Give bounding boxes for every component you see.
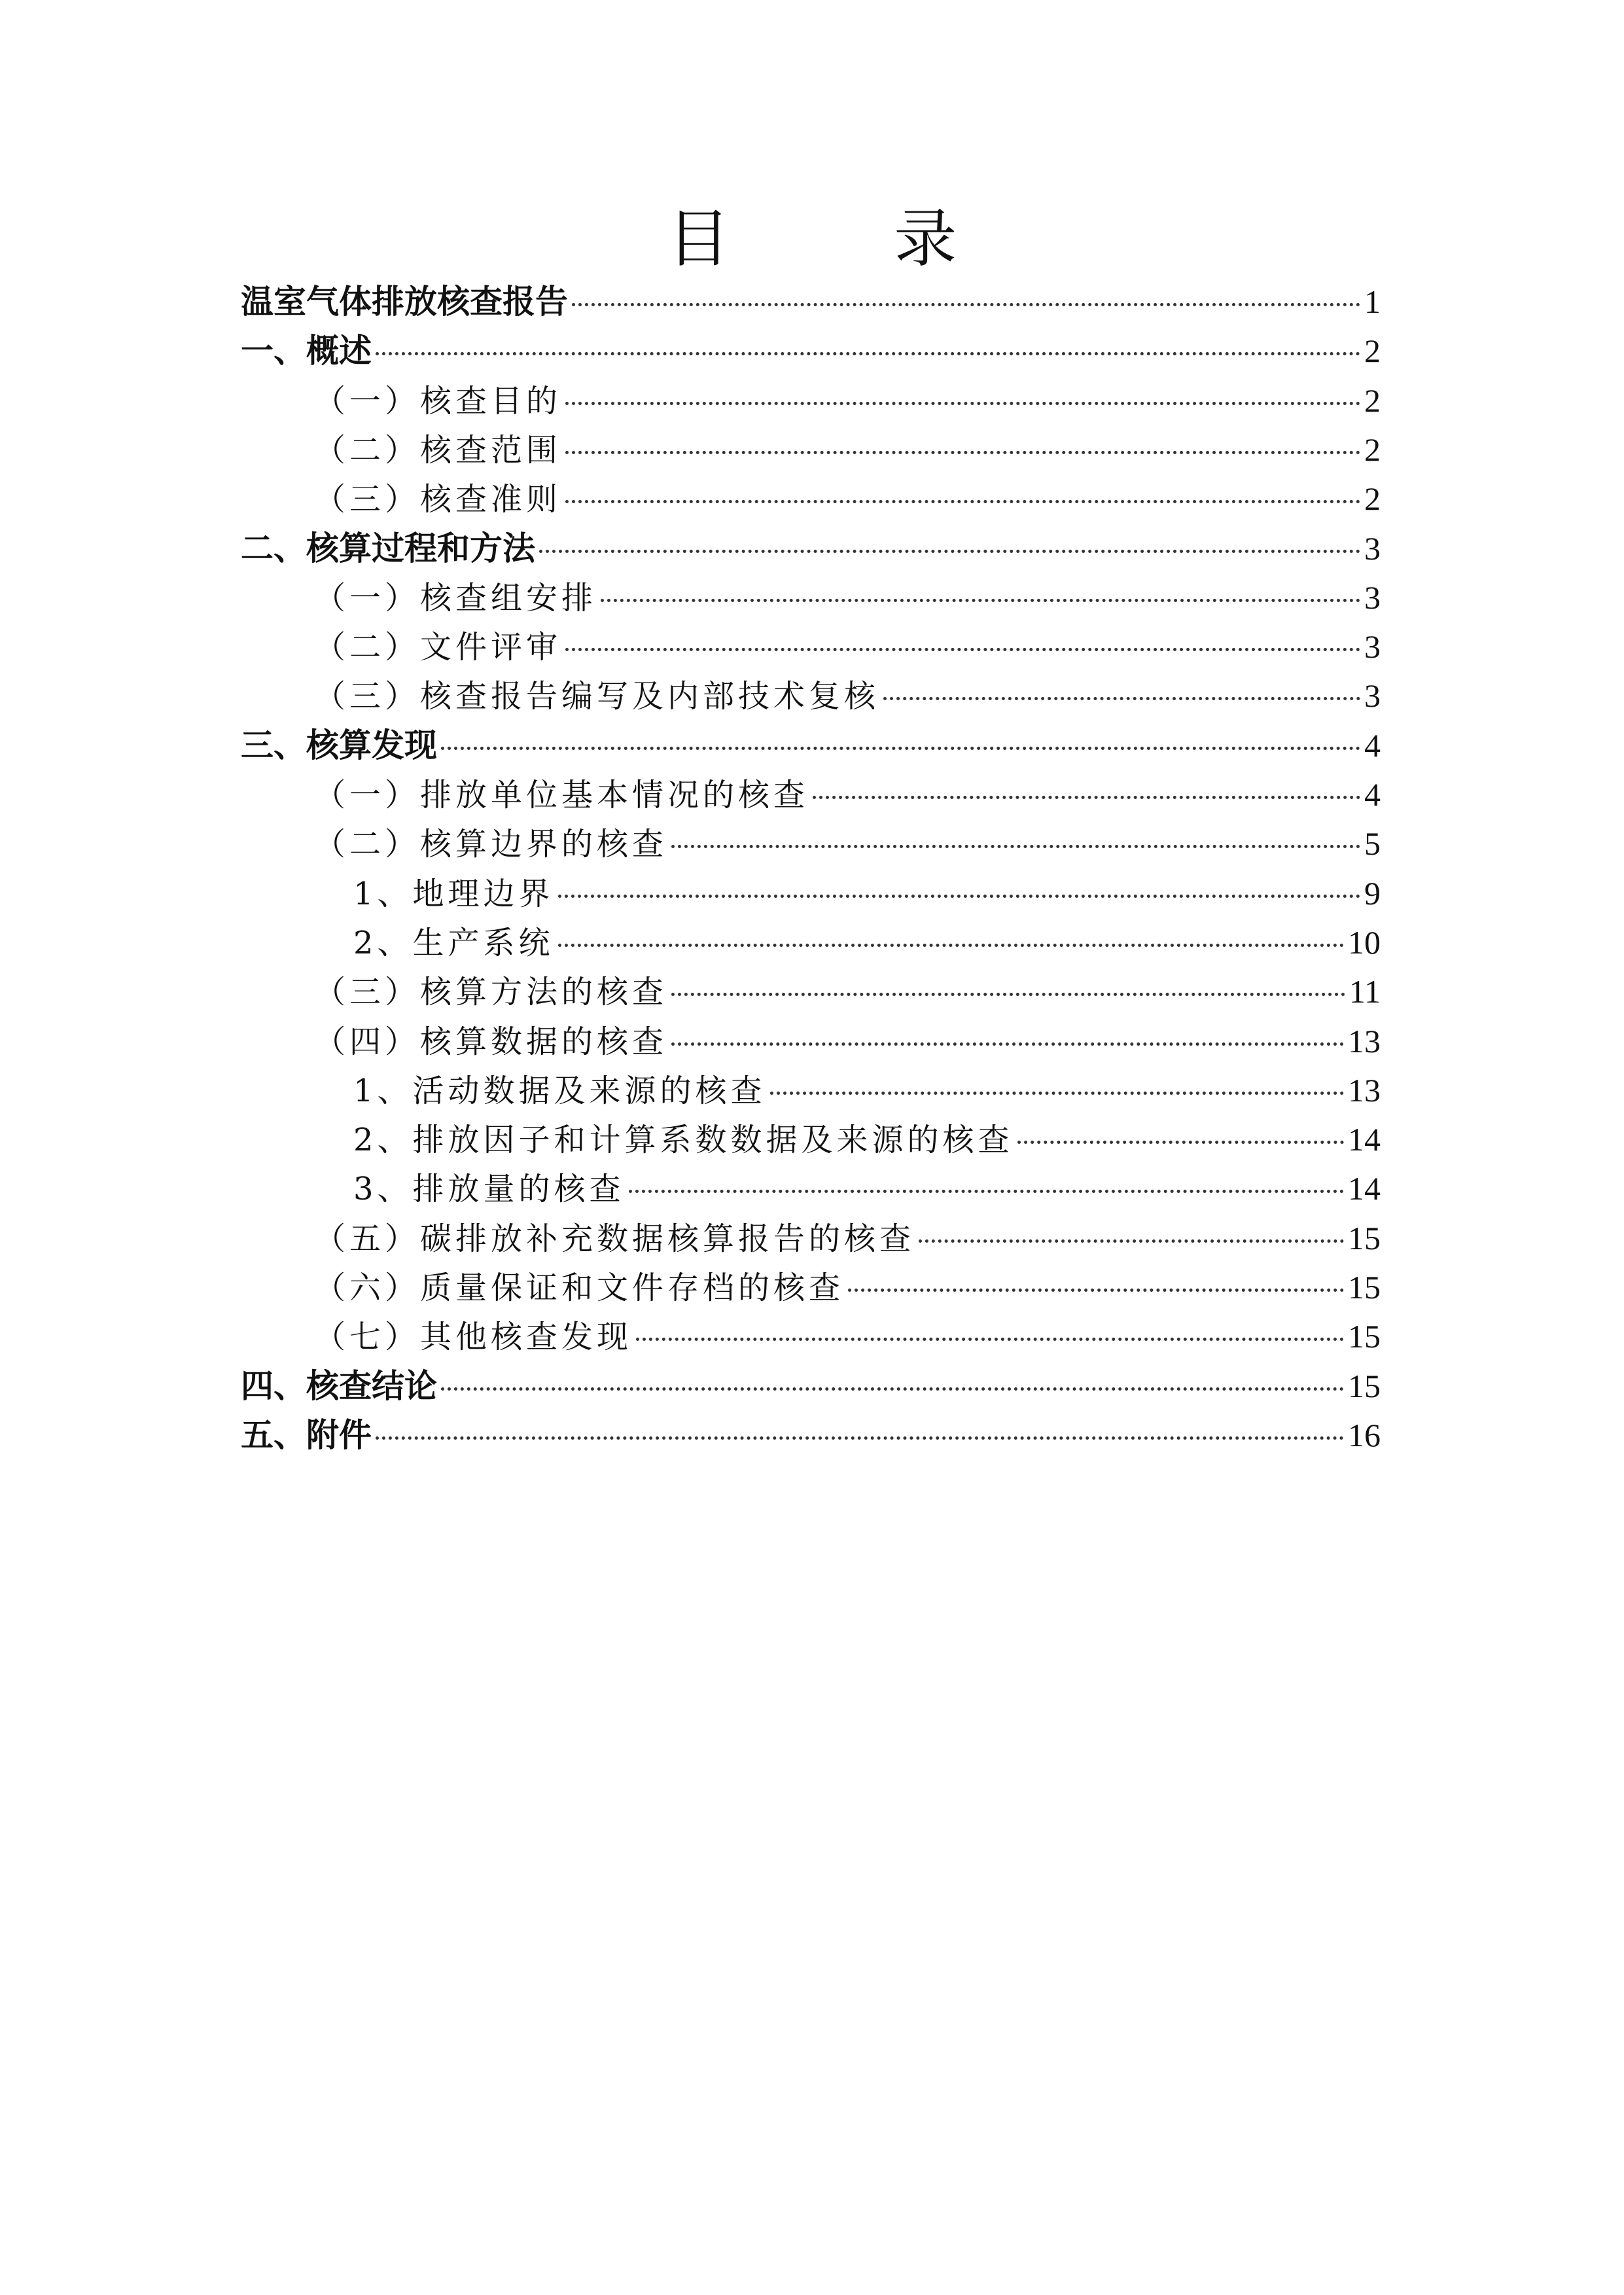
toc-page-number: 11	[1349, 973, 1381, 1010]
toc-page-number: 2	[1364, 382, 1381, 419]
toc-dot-leader	[848, 1289, 1344, 1292]
toc-entry-text: （七）其他核查发现	[314, 1319, 633, 1356]
toc-entry-text: （三）核查准则	[314, 481, 562, 518]
toc-page-number: 3	[1364, 677, 1381, 715]
toc-entry[interactable]	[314, 1215, 1381, 1262]
toc-entry[interactable]	[241, 722, 1381, 769]
toc-entry[interactable]	[314, 771, 1381, 818]
toc-entry-text: （六）质量保证和文件存档的核查	[314, 1270, 845, 1306]
toc-entry-text: （一）核查目的	[314, 382, 562, 419]
toc-entry[interactable]	[314, 672, 1381, 719]
toc-page-number: 13	[1348, 1071, 1381, 1109]
toc-entry-text: 三、核算发现	[241, 726, 437, 764]
toc-page-number: 4	[1364, 726, 1381, 764]
toc-dot-leader	[770, 1092, 1344, 1095]
toc-entry-text: （二）核算边界的核查	[314, 826, 668, 863]
toc-page-number: 15	[1348, 1367, 1381, 1404]
toc-entry[interactable]	[314, 820, 1381, 867]
toc-entry[interactable]	[314, 1264, 1381, 1311]
toc-dot-leader	[883, 697, 1360, 700]
toc-entry[interactable]	[314, 1018, 1381, 1065]
toc-dot-leader	[601, 599, 1360, 602]
toc-page-number: 3	[1364, 578, 1381, 616]
toc-entry[interactable]	[353, 1067, 1381, 1114]
toc-page-number: 2	[1364, 431, 1381, 468]
toc-entry[interactable]	[314, 574, 1381, 621]
toc-dot-leader	[376, 352, 1360, 355]
toc-dot-leader	[919, 1239, 1344, 1243]
toc-dot-leader	[671, 845, 1360, 848]
toc-entry-text: 四、核查结论	[241, 1366, 437, 1405]
toc-entry[interactable]	[353, 870, 1381, 917]
toc-page-number: 3	[1364, 628, 1381, 666]
toc-dot-leader	[813, 796, 1360, 799]
toc-entry[interactable]	[314, 1313, 1381, 1360]
toc-entry[interactable]	[314, 377, 1381, 424]
toc-dot-leader	[565, 500, 1360, 503]
toc-entry[interactable]	[353, 1116, 1381, 1163]
toc-dot-leader	[572, 303, 1360, 306]
toc-entry-text: 1、地理边界	[353, 875, 554, 912]
toc-page-number: 3	[1364, 529, 1381, 567]
toc-page-number: 15	[1348, 1219, 1381, 1256]
toc-dot-leader	[558, 895, 1360, 898]
toc-title: 目 录	[667, 202, 1029, 276]
toc-page-number: 15	[1348, 1318, 1381, 1355]
toc-entry[interactable]	[314, 475, 1381, 522]
toc-entry[interactable]	[314, 968, 1381, 1015]
toc-entry-text: （三）核算方法的核查	[314, 974, 668, 1011]
toc-entry-text: 二、核算过程和方法	[241, 529, 535, 567]
toc-entry-text: （三）核查报告编写及内部技术复核	[314, 678, 880, 715]
toc-page-number: 2	[1364, 332, 1381, 370]
toc-dot-leader	[671, 1042, 1344, 1046]
toc-dot-leader	[1017, 1141, 1344, 1144]
toc-entry[interactable]	[241, 1412, 1381, 1459]
toc-entry[interactable]	[241, 278, 1381, 325]
toc-entry-text: （一）排放单位基本情况的核查	[314, 777, 809, 813]
toc-dot-leader	[376, 1436, 1344, 1440]
toc-entry-text: 1、活动数据及来源的核查	[353, 1072, 766, 1109]
toc-page-number: 15	[1348, 1269, 1381, 1306]
toc-dot-leader	[565, 648, 1360, 651]
toc-page-number: 9	[1364, 874, 1381, 912]
toc-entry-text: 五、附件	[241, 1415, 372, 1454]
toc-entry-text: 一、概述	[241, 332, 372, 370]
toc-dot-leader	[565, 451, 1360, 454]
toc-dot-leader	[539, 550, 1360, 553]
toc-entry[interactable]	[314, 426, 1381, 473]
toc-entry-text: （二）文件评审	[314, 629, 562, 666]
toc-page-number: 5	[1364, 825, 1381, 863]
toc-dot-leader	[441, 1387, 1344, 1391]
toc-page-number: 13	[1348, 1022, 1381, 1059]
toc-page-number: 14	[1348, 1121, 1381, 1158]
toc-dot-leader	[565, 402, 1360, 405]
toc-entry[interactable]	[241, 525, 1381, 572]
toc-entry-text: （一）核查组安排	[314, 579, 597, 616]
toc-page-number: 10	[1348, 923, 1381, 961]
toc-entry-text: 2、生产系统	[353, 924, 554, 961]
toc-page-number: 16	[1348, 1416, 1381, 1453]
toc-page-number: 14	[1348, 1170, 1381, 1207]
toc-dot-leader	[441, 747, 1360, 750]
toc-entry[interactable]	[241, 327, 1381, 374]
toc-entry-text: 2、排放因子和计算系数数据及来源的核查	[353, 1122, 1014, 1159]
toc-dot-leader	[629, 1190, 1344, 1193]
toc-entry[interactable]	[241, 1362, 1381, 1410]
toc-entry-text: （四）核算数据的核查	[314, 1023, 668, 1060]
toc-page-number: 2	[1364, 480, 1381, 518]
toc-dot-leader	[636, 1338, 1344, 1341]
toc-page-number: 1	[1364, 283, 1381, 320]
toc-entry[interactable]	[314, 623, 1381, 670]
toc-dot-leader	[671, 993, 1345, 996]
toc-entry-text: 温室气体排放核查报告	[241, 283, 568, 321]
toc-page-number: 4	[1364, 776, 1381, 813]
toc-entry[interactable]	[353, 919, 1381, 966]
toc-entry[interactable]	[353, 1165, 1381, 1212]
toc-entry-text: 3、排放量的核查	[353, 1171, 625, 1208]
toc-entry-text: （五）碳排放补充数据核算报告的核查	[314, 1220, 915, 1257]
toc-entry-text: （二）核查范围	[314, 431, 562, 469]
toc-dot-leader	[558, 944, 1344, 947]
